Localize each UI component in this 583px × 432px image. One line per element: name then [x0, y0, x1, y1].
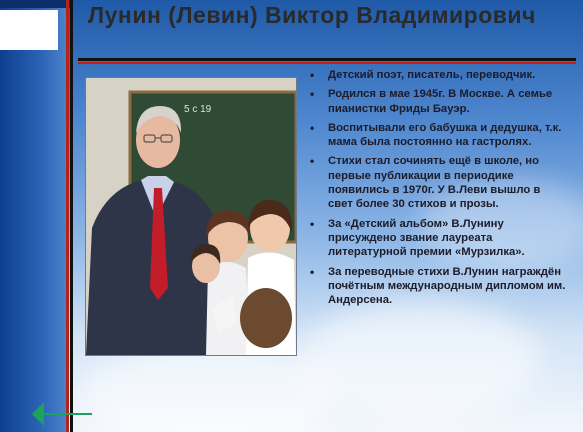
list-item: • Стихи стал сочинять ещё в школе, но первые публикации в периодике появились в 1970г. У В.Леви вышло в свет более 30 стихов и прозы.: [308, 154, 568, 211]
arrow-left-icon: [30, 398, 94, 430]
bio-bullet-list: [308, 68, 568, 312]
list-item: • Родился в мае 1945г. В Москве. А семье пианистки Фриды Бауэр.: [308, 87, 568, 116]
list-item: • Детский поэт, писатель, переводчик.: [308, 68, 568, 82]
author-photo: [85, 77, 297, 356]
vertical-black-line: [70, 0, 73, 432]
back-button[interactable]: [30, 398, 94, 430]
list-item: • За переводные стихи В.Лунин награждён почётным международным дипломом им. Андерсена.: [308, 265, 568, 308]
chalkboard-writing: 5 с 19: [184, 104, 212, 115]
white-decor-block: [0, 10, 58, 50]
author-photo-illustration: [86, 78, 296, 355]
list-item: • Воспитывали его бабушка и дедушка, т.к. мама была постоянно на гастролях.: [308, 121, 568, 150]
corner-decor: [0, 0, 70, 8]
title-underline-accent: [78, 62, 576, 64]
list-item: • За «Детский альбом» В.Лунину присуждено звание лауреата литературной премии «Мурзилка».: [308, 217, 568, 260]
vertical-red-line: [66, 0, 69, 432]
title-underline: [78, 58, 576, 61]
slide-title: Лунин (Левин) Виктор Владимирович: [88, 2, 536, 28]
left-decor-panel: [0, 0, 68, 432]
